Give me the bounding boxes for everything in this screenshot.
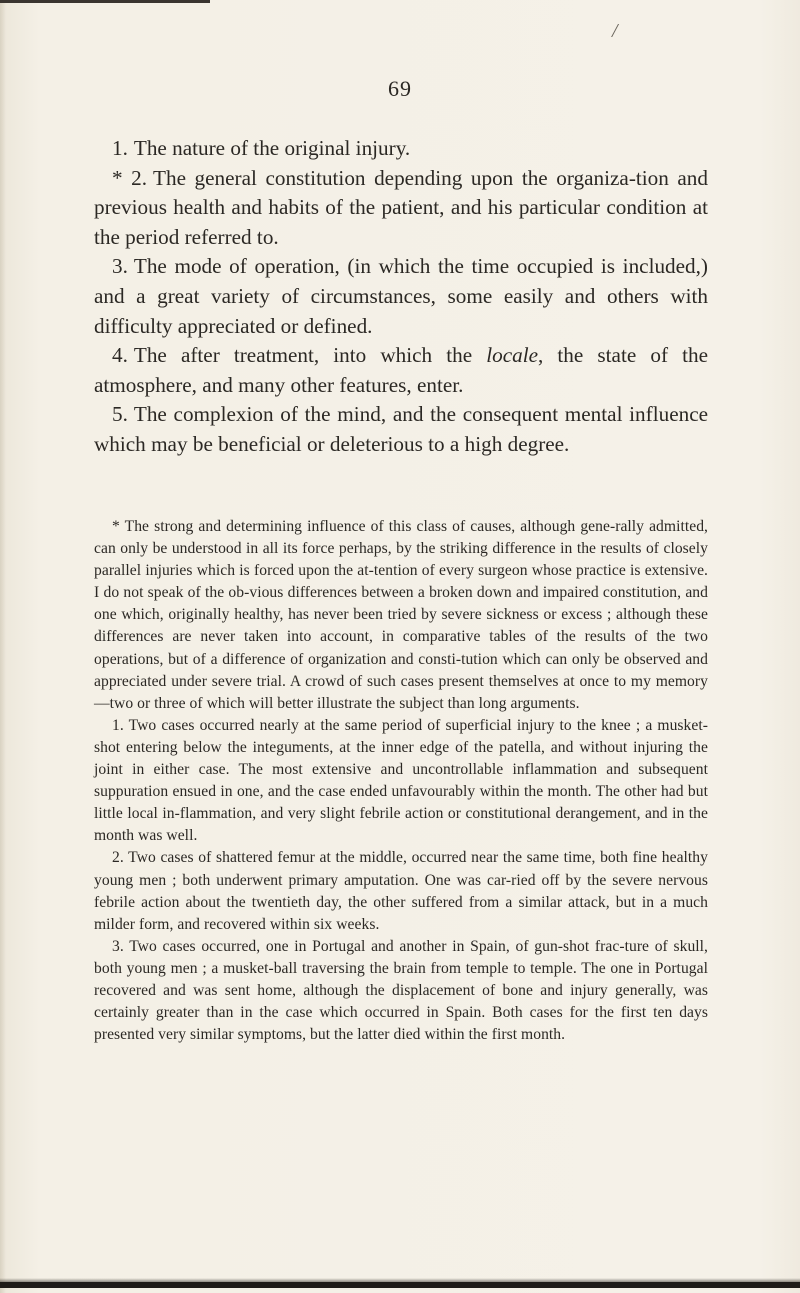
item-text: The nature of the original injury. — [133, 136, 411, 160]
bottom-rule — [0, 1282, 800, 1288]
footnotes — [94, 516, 708, 1046]
item-number: 3. — [112, 254, 128, 279]
footnote-paragraph: 3. Two cases occurred, one in Portugal and another in Spain, of gun-shot frac-ture of skull, both young men ; a musket-ball traversing the brain from temple to temple. The one in Portugal recovered and was sent home, although the displacement of bone and injury generally, was certainly greater than in the case which occurred in Spain. Both cases for the first ten days presented very similar symptoms, but the latter died within the first month. — [94, 937, 708, 1044]
item-text-after: , the state of the atmosphere, and many other features, enter. — [94, 343, 709, 397]
list-item — [94, 400, 708, 459]
item-number: 5. — [112, 402, 128, 427]
footnote-paragraph: * The strong and determining influence of this class of causes, although gene-rally admitted, can only be understood in all its force perhaps, by the striking difference in the results of closely parallel injuries which is forced upon the at-tention of every surgeon whose practice is extensive. I do not speak of the ob-vious differences between a broken down and impaired constitution, and one which, originally healthy, has never been tried by severe sickness or excess ; although these differences are never taken into account, in comparative tables of the results of the two operations, but of a difference of organization and consti-tution which can only be observed and appreciated under severe trial. A crowd of such cases present themselves at once to my memory—two or three of which will better illustrate the subject than long arguments. — [94, 518, 708, 712]
item-text: The complexion of the mind, and the consequent mental influence which may be beneficial or deleterious to a high degree. — [94, 402, 708, 456]
list-item — [94, 341, 708, 400]
top-rule — [0, 0, 210, 3]
corner-mark: / — [612, 20, 618, 42]
item-number: 1. — [112, 136, 128, 160]
item-text-italic: locale — [486, 343, 539, 368]
list-item — [94, 134, 708, 164]
footnote-paragraph: 1. Two cases occurred nearly at the same period of superficial injury to the knee ; a musket-shot entering below the integuments, at the inner edge of the patella, and without injuring the joint in either case. The most extensive and uncontrollable inflammation and subsequent suppuration ensued in one, and the case ended unfavourably within the month. The other had but little local in-flammation, and very slight febrile action or constitutional derangement, and in the month was well. — [94, 716, 708, 845]
item-text-before: The after treatment, into which the — [133, 343, 487, 368]
item-number: 4. — [112, 343, 128, 368]
page-edge-shadow — [0, 0, 6, 1293]
main-text — [94, 134, 708, 460]
item-number: * 2. — [112, 165, 148, 190]
item-text: The general constitution depending upon the organiza-tion and previous health and habits of the patient, and his particular condition at the period referred to. — [94, 165, 708, 249]
list-item — [94, 164, 708, 253]
footnote-paragraph: 2. Two cases of shattered femur at the middle, occurred near the same time, both fine healthy young men ; both underwent primary amputation. One was car-ried off by the severe nervous febrile action about the twentieth day, the other suffered from a similar attack, but in a much milder form, and recovered within six weeks. — [94, 849, 708, 933]
list-item — [94, 252, 708, 341]
item-text: The mode of operation, (in which the time occupied is included,) and a great variety of circumstances, some easily and others with difficulty appreciated or defined. — [94, 254, 708, 338]
page-number: 69 — [388, 76, 412, 101]
